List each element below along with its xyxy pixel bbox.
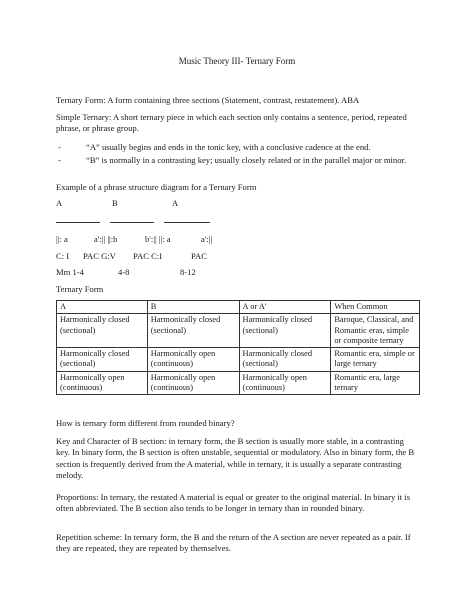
table-cell: Harmonically open (continuous) (57, 371, 148, 395)
diagram-measures: 8-12 (180, 267, 196, 277)
dash-bullet: - (58, 142, 61, 152)
key-character-paragraph: Key and Character of B section: in ternary form, the B section is usually more stable, in a contrasting key. In binary form, the B section is often unstable, sequential or modulatory. Also in binary form, the B section is frequently derived from the A material, while in ternary, it is usually a separate contrasting melody. (56, 436, 415, 481)
table-cell: Harmonically open (continuous) (147, 371, 239, 395)
table-cell: Baroque, Classical, and Romantic eras, simple or composite ternary (331, 314, 420, 348)
table-cell: Romantic era, large ternary (331, 371, 420, 395)
diagram-repeat: b':|| ||: a (145, 234, 171, 244)
column-header: A (57, 301, 148, 314)
table-cell: Harmonically closed (sectional) (239, 314, 331, 348)
list-item (56, 142, 416, 153)
table-row (57, 348, 420, 372)
column-header: A or A' (239, 301, 331, 314)
table-cell: Harmonically open (continuous) (147, 348, 239, 372)
list-item (56, 155, 416, 166)
table-cell: Harmonically open (continuous) (239, 371, 331, 395)
diagram-section-label: A (56, 198, 63, 208)
diagram-repeat: a':|| ||:b (94, 234, 118, 244)
bullet-text: “B” is normally in a contrasting key; usually closely related or in the parallel major or minor. (86, 155, 407, 166)
simple-ternary-definition: Simple Ternary: A short ternary piece in which each section only contains a sentence, period, repeated phrase, or phrase group. (56, 112, 407, 134)
ternary-form-definition: Ternary Form: A form containing three sections (Statement, contrast, restatement). ABA (56, 95, 360, 105)
column-header: When Common (331, 301, 420, 314)
diagram-underline (110, 222, 154, 223)
table-heading: Ternary Form (56, 284, 104, 294)
diagram-repeat: a':|| (201, 234, 213, 244)
table-cell: Romantic era, simple or large ternary (331, 348, 420, 372)
example-heading: Example of a phrase structure diagram for a Ternary Form (56, 182, 257, 192)
page-title: Music Theory III- Ternary Form (178, 56, 296, 66)
table-row (57, 371, 420, 395)
diagram-underline (56, 222, 100, 223)
diagram-cadence: C: I (56, 251, 70, 261)
diagram-cadence: PAC C:I (133, 251, 163, 261)
diagram-underline (164, 222, 210, 223)
table-cell: Harmonically closed (sectional) (57, 314, 148, 348)
diagram-cadence: PAC (191, 251, 207, 261)
table-header-row (57, 301, 420, 314)
diagram-measures: 4-8 (118, 267, 130, 277)
diagram-measures: Mm 1-4 (56, 267, 84, 277)
table-cell: Harmonically closed (sectional) (147, 314, 239, 348)
bullet-text: “A” usually begins and ends in the tonic key, with a conclusive cadence at the end. (86, 142, 371, 152)
diagram-section-label: B (112, 198, 118, 208)
column-header: B (147, 301, 239, 314)
proportions-paragraph: Proportions: In ternary, the restated A material is equal or greater to the original material. In binary it is often abbreviated. The B section also tends to be longer in ternary than in rounded binary. (56, 492, 411, 514)
ternary-form-table (56, 300, 420, 395)
bullet-list (56, 142, 416, 169)
diagram-section-label: A (172, 198, 179, 208)
dash-bullet: - (58, 155, 61, 166)
diagram-cadence: PAC G:V (83, 251, 116, 261)
diagram-repeat: ||: a (56, 234, 68, 244)
repetition-paragraph: Repetition scheme: In ternary form, the B and the return of the A section are never repeated as a pair. If they are repeated, they are repeated by themselves. (56, 532, 411, 554)
table-row (57, 314, 420, 348)
table-cell: Harmonically closed (sectional) (57, 348, 148, 372)
table-cell: Harmonically closed (sectional) (239, 348, 331, 372)
question-heading: How is ternary form different from rounded binary? (56, 418, 235, 428)
